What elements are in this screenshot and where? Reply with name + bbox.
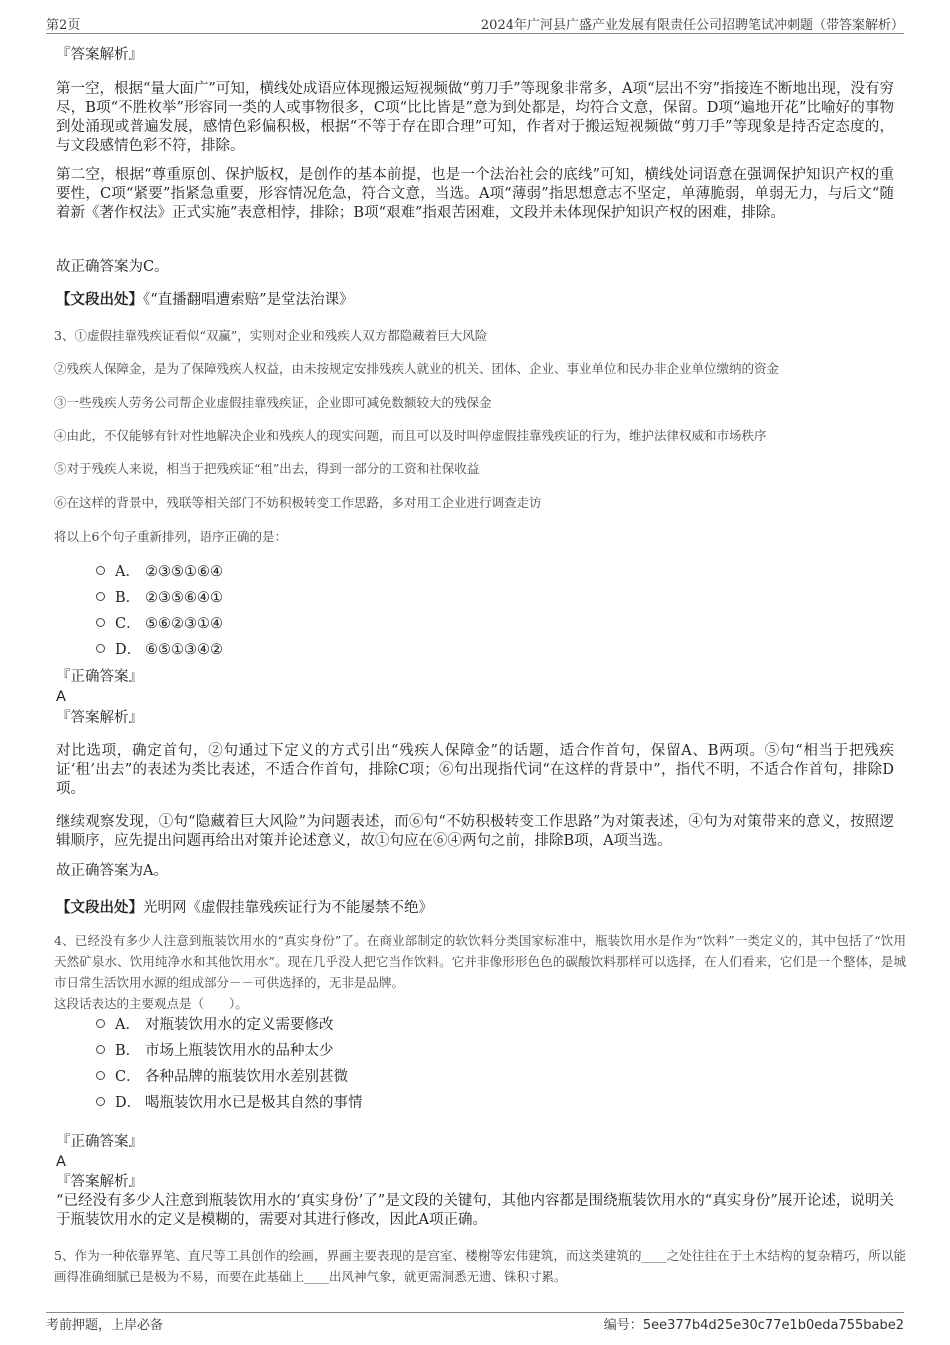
analysis-paragraph: 第一空，根据“量大面广”可知，横线处成语应体现搬运短视频做“剪刀手”等现象非常多，A项“层出不穷”指接连不断地出现，没有穷尽，B项“不胜枚举”形容同一类的人或事物很多，C项“比比皆是”意为到处都是，均符合文意，保留。D项“遍地开花”比喻好的事物到处涌现或普遍发展，感情色彩偏积极，根据“不等于存在即合理”可知，作者对于搬运短视频做“剪刀手”等现象是持否定态度的，与文段感情色彩不符，排除。 (56, 81, 894, 154)
correct-answer-label: 『正确答案』 (56, 669, 143, 685)
analysis-paragraph: 第二空，根据“尊重原创、保护版权，是创作的基本前提，也是一个法治社会的底线”可知，横线处词语意在强调保护知识产权的重要性，C项“紧要”指紧急重要，形容情况危急，符合文意，当选。A项“薄弱”指思想意志不坚定，单薄脆弱，单弱无力，与后文“随着新《著作权法》正式实施”表意相悖，排除；B项“艰难”指艰苦困难，文段并未体现保护知识产权的困难，排除。 (56, 167, 894, 221)
option-b[interactable]: B． ②③⑤⑥④① (96, 588, 223, 608)
radio-icon[interactable] (96, 618, 105, 627)
header-divider (46, 33, 904, 34)
footer-slogan: 考前押题，上岸必备 (46, 1318, 164, 1333)
radio-icon[interactable] (96, 592, 105, 601)
source-text: 《“直播翻唱遭索赔”是堂法治课》 (143, 292, 354, 308)
conclusion-text: 故正确答案为C。 (56, 259, 169, 275)
source-label: 【文段出处】 (56, 899, 143, 916)
analysis-label: 『答案解析』 (56, 1174, 143, 1190)
analysis-paragraph: 对比选项，确定首句，②句通过下定义的方式引出“残疾人保障金”的话题，适合作首句，保留A、B两项。⑤句“相当于把残疾证‘租’出去”的表述为类比表述，不适合作首句，排除C项；⑥句出现指代词“在这样的背景中”，指代不明，不适合作首句，排除D项。 (56, 743, 894, 797)
option-a[interactable]: A． ②③⑤①⑥④ (96, 562, 223, 582)
source-label: 【文段出处】 (56, 291, 143, 308)
footer-divider (46, 1312, 904, 1313)
question-sentence: ⑤对于残疾人来说，相当于把残疾证“租”出去，得到一部分的工资和社保收益 (54, 461, 480, 476)
radio-icon[interactable] (96, 1071, 105, 1080)
question-stem: 5、作为一种依靠界笔、直尺等工具创作的绘画，界画主要表现的是宫室、楼榭等宏伟建筑，而这类建筑的____之处往往在于土木结构的复杂精巧，所以能画得准确细腻已是极为不易，而要在此基础上____出风神气象，就更需洞悉无遗、铢积寸累。 (54, 1248, 906, 1284)
document-title: 2024年广河县广盛产业发展有限责任公司招聘笔试冲刺题（带答案解析） (480, 18, 904, 33)
correct-answer-label: 『正确答案』 (56, 1134, 143, 1150)
analysis-paragraph: 继续观察发现，①句“隐藏着巨大风险”为问题表述，而⑥句“不妨积极转变工作思路”为对策表述，④句为对策带来的意义，按照逻辑顺序，应先提出问题再给出对策并论述意义，故①句应在⑥④两句之前，排除B项，A项当选。 (56, 814, 894, 849)
page-header (46, 14, 904, 32)
source-line (56, 290, 894, 310)
source-text: 光明网《虚假挂靠残疾证行为不能屡禁不绝》 (143, 900, 433, 916)
question-prompt: 这段话表达的主要观点是（ ）。 (54, 996, 248, 1011)
question-prompt: 将以上6个句子重新排列，语序正确的是： (54, 529, 287, 544)
page-number: 第2页 (46, 18, 81, 33)
source-line (56, 898, 894, 918)
question-sentence: 3、①虚假挂靠残疾证看似“双赢”，实则对企业和残疾人双方都隐藏着巨大风险 (54, 328, 488, 343)
question-sentence: ④由此，不仅能够有针对性地解决企业和残疾人的现实问题，而且可以及时叫停虚假挂靠残疾证的行为，维护法律权威和市场秩序 (54, 428, 767, 443)
question-stem: 4、已经没有多少人注意到瓶装饮用水的“真实身份”了。在商业部制定的软饮料分类国家标准中，瓶装饮用水是作为“饮料”一类定义的，其中包括了“饮用天然矿泉水、饮用纯净水和其他饮用水”。现在几乎没人把它当作饮料。它并非像形形色色的碳酸饮料那样可以选择，在人们看来，它们是一个整体，是城市日常生活饮用水源的组成部分－－可供选择的，无非是品牌。 (54, 933, 906, 990)
option-b[interactable]: B． 市场上瓶装饮用水的品种太少 (96, 1041, 334, 1061)
document-code: 编号：5ee377b4d25e30c77e1b0eda755babe2 (603, 1318, 904, 1333)
correct-answer: A (56, 689, 66, 705)
option-c[interactable]: C． ⑤⑥②③①④ (96, 614, 223, 634)
question-sentence: ⑥在这样的背景中，残联等相关部门不妨积极转变工作思路，多对用工企业进行调查走访 (54, 495, 542, 510)
analysis-label: 『答案解析』 (56, 710, 143, 726)
option-d[interactable]: D． 喝瓶装饮用水已是极其自然的事情 (96, 1093, 363, 1113)
question-sentence: ③一些残疾人劳务公司帮企业虚假挂靠残疾证，企业即可减免数额较大的残保金 (54, 395, 492, 410)
option-c[interactable]: C． 各种品牌的瓶装饮用水差别甚微 (96, 1067, 348, 1087)
correct-answer: A (56, 1154, 66, 1170)
question-sentence: ②残疾人保障金，是为了保障残疾人权益，由未按规定安排残疾人就业的机关、团体、企业、事业单位和民办非企业单位缴纳的资金 (54, 361, 780, 376)
analysis-label: 『答案解析』 (56, 47, 143, 63)
radio-icon[interactable] (96, 1097, 105, 1106)
analysis-paragraph: “已经没有多少人注意到瓶装饮用水的‘真实身份’了”是文段的关键句，其他内容都是围绕瓶装饮用水的“真实身份”展开论述，说明关于瓶装饮用水的定义是模糊的，需要对其进行修改，因此A项正确。 (56, 1193, 894, 1228)
radio-icon[interactable] (96, 566, 105, 575)
option-d[interactable]: D． ⑥⑤①③④② (96, 640, 223, 660)
radio-icon[interactable] (96, 644, 105, 653)
conclusion-text: 故正确答案为A。 (56, 863, 168, 879)
page-footer (46, 1314, 904, 1332)
option-a[interactable]: A． 对瓶装饮用水的定义需要修改 (96, 1015, 334, 1035)
radio-icon[interactable] (96, 1045, 105, 1054)
radio-icon[interactable] (96, 1019, 105, 1028)
